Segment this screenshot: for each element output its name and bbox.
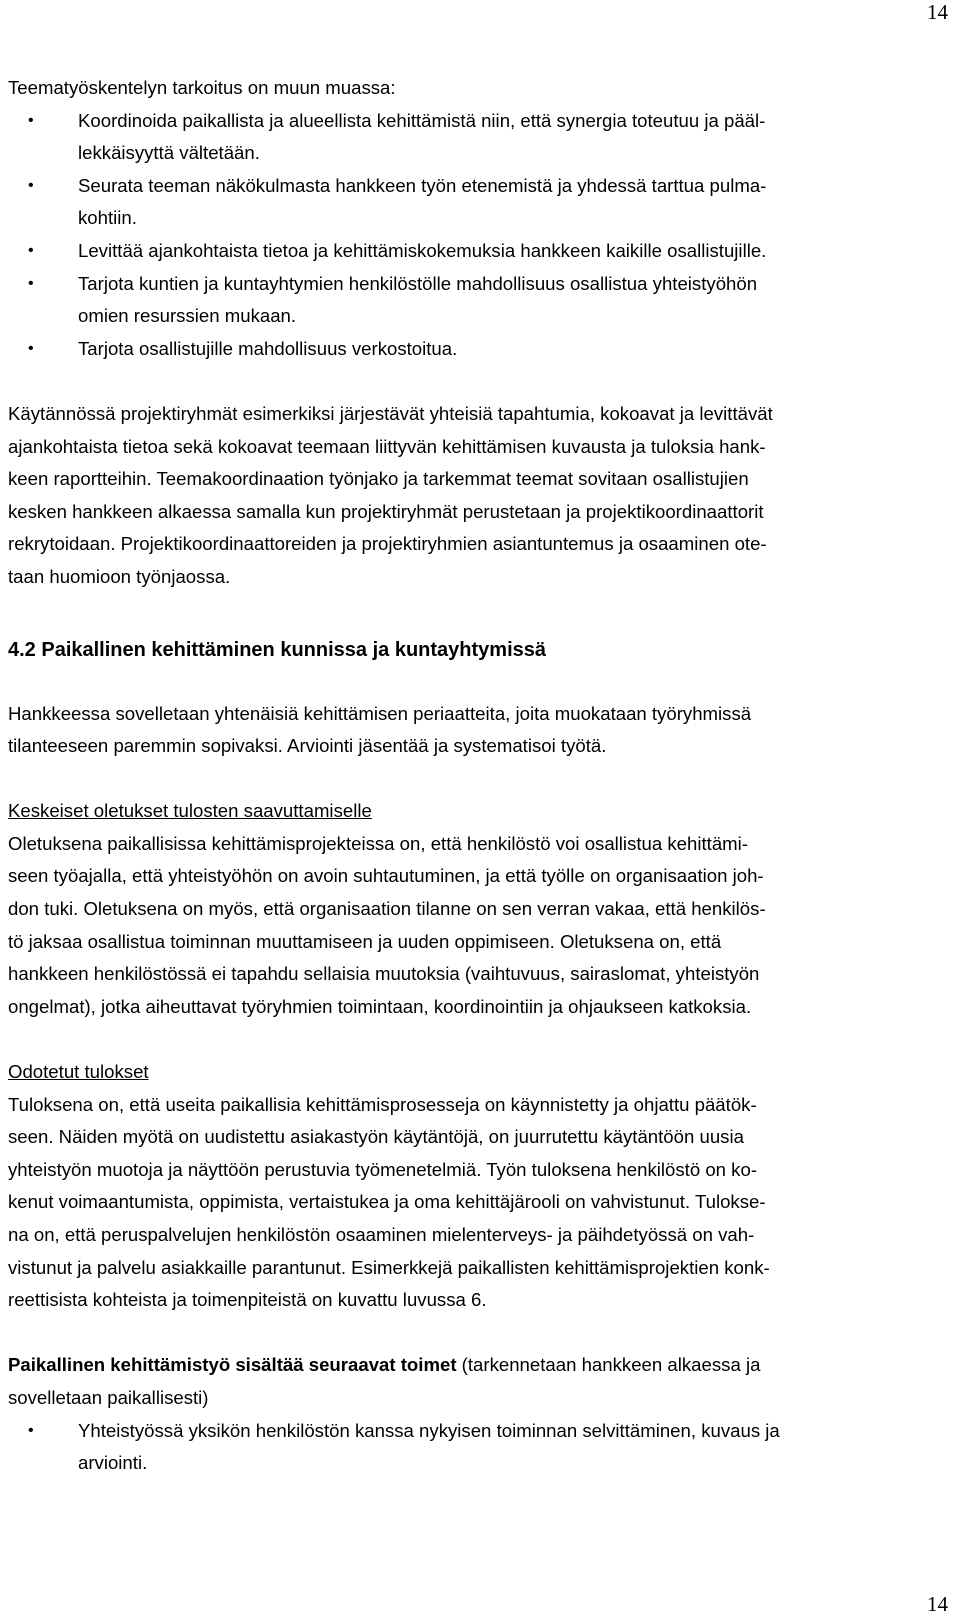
list-item-continuation — [8, 137, 938, 170]
paragraph-line: ongelmat), jotka aiheuttavat työryhmien toimintaan, koordinointiin ja ohjaukseen katkoksia. — [8, 995, 752, 1017]
paragraph-line: Tuloksena on, että useita paikallisia kehittämisprosesseja on käynnistetty ja ohjattu päätök- — [8, 1093, 757, 1115]
subheading-tulokset: Odotetut tulokset — [8, 1061, 149, 1083]
paragraph-line: Hankkeessa sovelletaan yhtenäisiä kehittämisen periaatteita, joita muokataan työryhmissä — [8, 702, 752, 724]
paragraph-line: tilanteeseen paremmin sopivaksi. Arviointi jäsentää ja systematisoi työtä. — [8, 735, 607, 757]
list-item-continuation — [8, 1447, 938, 1480]
list-item — [8, 105, 938, 138]
paragraph-line: tö jaksaa osallistua toiminnan muuttamiseen ja uuden oppimiseen. Oletuksena on, että — [8, 930, 722, 952]
page-number-bottom: 14 — [927, 1592, 948, 1616]
list-item-text: Levittää ajankohtaista tietoa ja kehittämiskokemuksia hankkeen kaikille osallistujille. — [78, 239, 767, 261]
bullet-icon: • — [28, 176, 34, 194]
list-item-text: Koordinoida paikallista ja alueellista kehittämistä niin, että synergia toteutuu ja pääl- — [78, 109, 766, 131]
paragraph-tulokset — [8, 1089, 938, 1317]
list-item-text: Tarjota osallistujille mahdollisuus verkostoitua. — [78, 337, 458, 359]
paragraph-toimet — [8, 1349, 938, 1414]
list-item-text: Seurata teeman näkökulmasta hankkeen työn etenemistä ja yhdessä tarttua pulma- — [78, 174, 767, 196]
bullet-list-2 — [8, 1415, 938, 1480]
list-item — [8, 1415, 938, 1448]
bullet-list-1 — [8, 105, 938, 366]
paragraph-intro-42 — [8, 698, 938, 763]
list-item — [8, 235, 938, 268]
paragraph-line — [8, 1349, 938, 1382]
list-item-continuation — [8, 202, 938, 235]
paragraph-line: sovelletaan paikallisesti) — [8, 1386, 209, 1408]
paragraph-line: na on, että peruspalvelujen henkilöstön osaaminen mielenterveys- ja päihdetyössä on vah- — [8, 1224, 755, 1245]
paragraph-line: Käytännössä projektiryhmät esimerkiksi järjestävät yhteisiä tapahtumia, kokoavat ja levittävät — [8, 402, 773, 424]
paragraph-line: don tuki. Oletuksena on myös, että organisaation tilanne on sen verran vakaa, että henkilös- — [8, 898, 766, 920]
list-item-text: kohtiin. — [78, 207, 137, 229]
paragraph-line: vistunut ja palvelu asiakkaille parantunut. Esimerkkejä paikallisten kehittämisprojektien konk- — [8, 1256, 770, 1278]
paragraph-line: kenut voimaantumista, oppimista, vertaistukea ja oma kehittäjärooli on vahvistunut. Tulokse- — [8, 1191, 766, 1213]
list-item-text: Tarjota kuntien ja kuntayhtymien henkilöstölle mahdollisuus osallistua yhteistyöhön — [78, 272, 758, 294]
page-number-top: 14 — [927, 0, 948, 24]
bullet-icon: • — [28, 1421, 34, 1439]
bold-lead-text: Paikallinen kehittämistyö sisältää seuraavat toimet — [8, 1354, 457, 1376]
paragraph-line: Oletuksena paikallisissa kehittämisprojekteissa on, että henkilöstö voi osallistua kehittämi- — [8, 832, 748, 854]
paragraph-line: keen raportteihin. Teemakoordinaation työnjako ja tarkemmat teemat sovitaan osallistujien — [8, 468, 749, 490]
paragraph-line: ajankohtaista tietoa sekä kokoavat teemaan liittyvän kehittämisen kuvausta ja tuloksia hank- — [8, 435, 766, 457]
paragraph-line: rekrytoidaan. Projektikoordinaattoreiden ja projektiryhmien asiantuntemus ja osaaminen ote- — [8, 533, 767, 555]
list-item-text: lekkäisyyttä vältetään. — [78, 142, 260, 164]
bullet-icon: • — [28, 111, 34, 129]
list-item-text: Yhteistyössä yksikön henkilöstön kanssa nykyisen toiminnan selvittäminen, kuvaus ja — [78, 1419, 780, 1441]
list-item-text: omien resurssien mukaan. — [78, 305, 297, 327]
subheading-oletukset: Keskeiset oletukset tulosten saavuttamiselle — [8, 800, 372, 822]
paragraph-line: taan huomioon työnjaossa. — [8, 565, 231, 587]
paragraph-text: (tarkennetaan hankkeen alkaessa ja — [456, 1354, 761, 1376]
paragraph-line: reettisista kohteista ja toimenpiteistä on kuvattu luvussa 6. — [8, 1289, 487, 1311]
document-body — [8, 72, 938, 1480]
paragraph-teemakoordinaatio — [8, 398, 938, 594]
paragraph-line: kesken hankkeen alkaessa samalla kun projektiryhmät perustetaan ja projektikoordinaattorit — [8, 500, 764, 522]
list-item — [8, 268, 938, 301]
section-heading: 4.2 Paikallinen kehittäminen kunnissa ja kuntayhtymissä — [8, 638, 546, 661]
list-item-text: arviointi. — [78, 1452, 148, 1474]
list-item-continuation — [8, 300, 938, 333]
bullet-icon: • — [28, 274, 34, 292]
paragraph-line: seen. Näiden myötä on uudistettu asiakastyön käytäntöjä, on juurrutettu käytäntöön uusia — [8, 1126, 744, 1148]
paragraph-line: hankkeen henkilöstössä ei tapahdu sellaisia muutoksia (vaihtuvuus, sairaslomat, yhteistyön — [8, 963, 760, 985]
list-item — [8, 170, 938, 203]
paragraph-line: yhteistyön muotoja ja näyttöön perustuvia työmenetelmiä. Työn tuloksena henkilöstö on ko- — [8, 1158, 758, 1180]
paragraph-line: seen työajalla, että yhteistyöhön on avoin suhtautuminen, ja että työlle on organisaation joh- — [8, 865, 764, 887]
intro-text: Teematyöskentelyn tarkoitus on muun muassa: — [8, 77, 396, 98]
paragraph-oletukset — [8, 828, 938, 1024]
bullet-icon: • — [28, 241, 34, 259]
list-item — [8, 333, 938, 366]
bullet-icon: • — [28, 339, 34, 357]
